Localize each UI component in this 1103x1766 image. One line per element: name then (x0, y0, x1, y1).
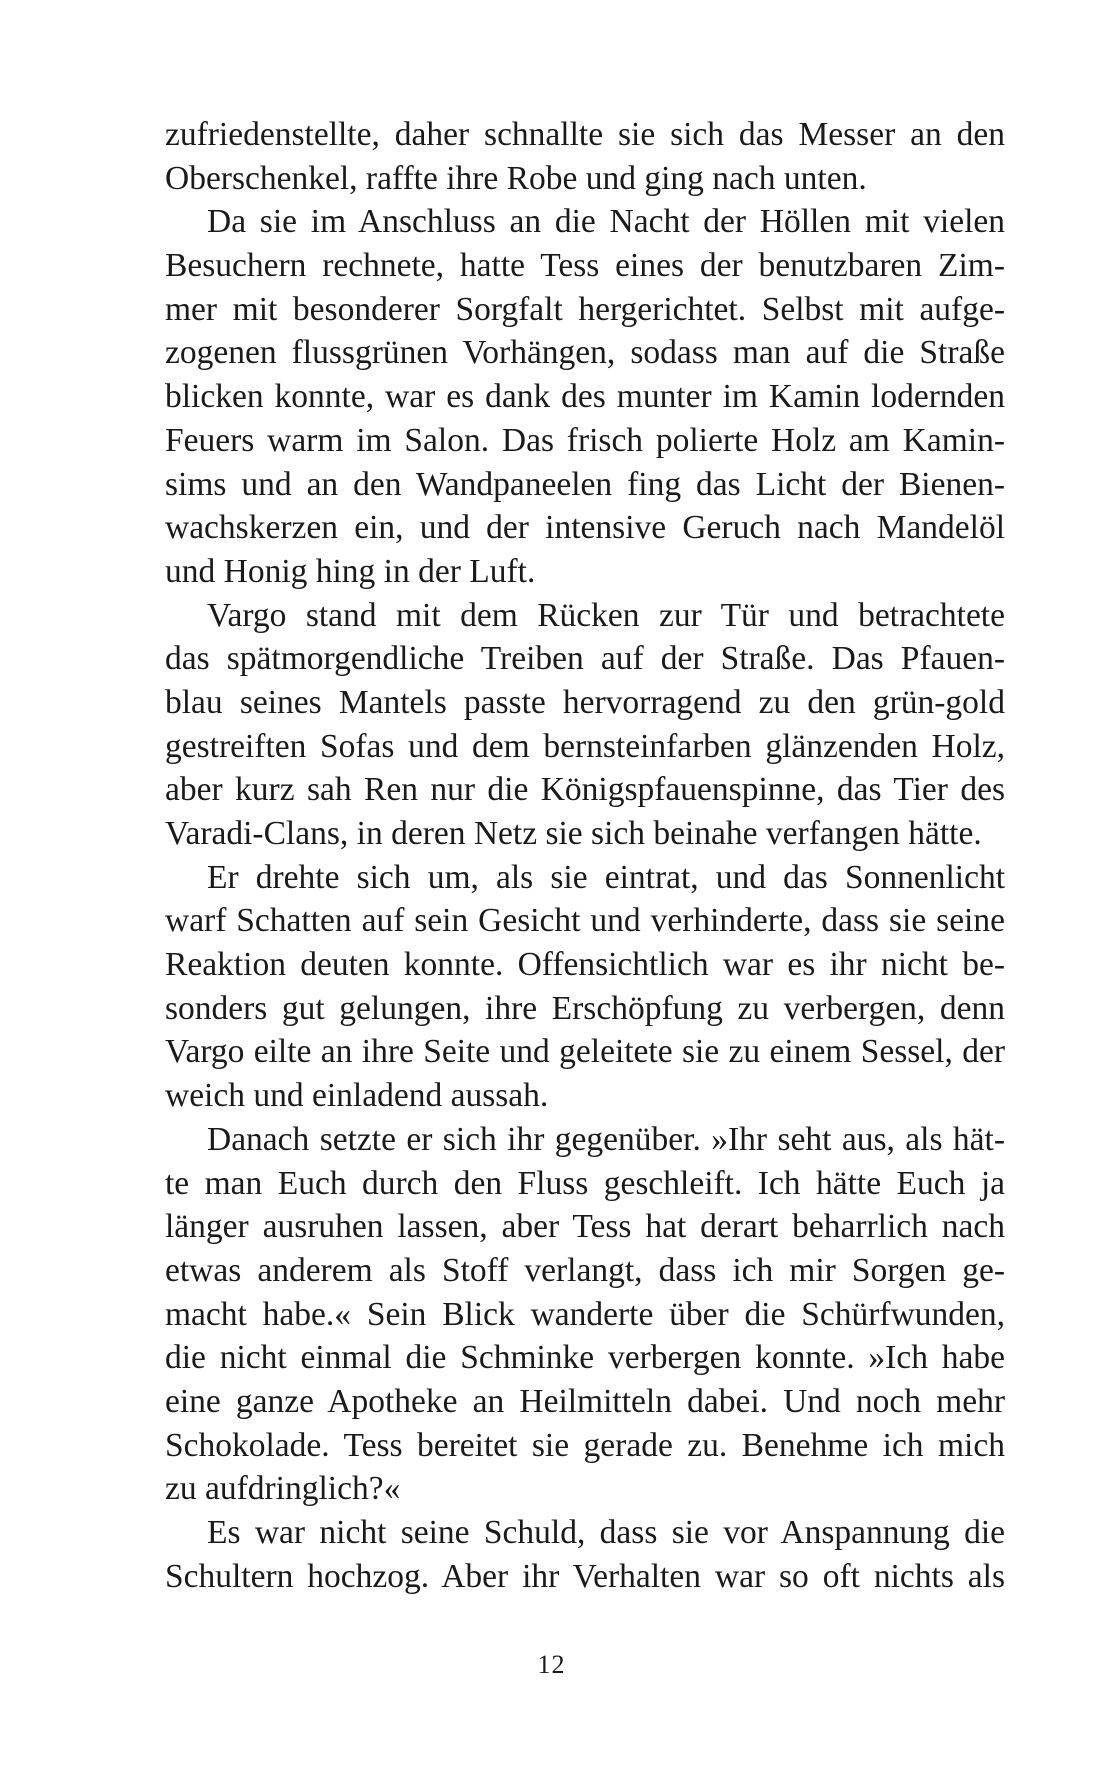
text-line: und Honig hing in der Luft. (165, 552, 536, 590)
text-line: Vargo eilte an ihre Seite und geleitete sie zu einem Sessel, der (165, 1033, 1005, 1071)
text-line: blicken konnte, war es dank des munter im Kamin lodernden (165, 378, 1005, 416)
text-line: Schultern hochzog. Aber ihr Verhalten war so oft nichts als (165, 1557, 1005, 1595)
text-line: warf Schatten auf sein Gesicht und verhinderte, dass sie seine (165, 902, 1005, 940)
page-number: 12 (537, 1650, 566, 1679)
text-line: die nicht einmal die Schminke verbergen konnte. »Ich habe (165, 1339, 1005, 1377)
text-line: Besuchern rechnete, hatte Tess eines der benutzbaren Zim- (165, 247, 1005, 285)
text-line: zogenen flussgrünen Vorhängen, sodass man auf die Straße (165, 334, 1005, 372)
text-line: weich und einladend aussah. (165, 1077, 549, 1115)
text-line: mer mit besonderer Sorgfalt hergerichtet. Selbst mit aufge- (165, 290, 1005, 328)
text-line: Er drehte sich um, als sie eintrat, und das Sonnenlicht (207, 858, 1005, 896)
text-line: sonders gut gelungen, ihre Erschöpfung zu verbergen, denn (165, 989, 1005, 1027)
text-line: sims und an den Wandpaneelen fing das Licht der Bienen- (165, 465, 1005, 503)
text-line: Reaktion deuten konnte. Offensichtlich war es ihr nicht be- (165, 946, 1005, 984)
text-line: te man Euch durch den Fluss geschleift. Ich hätte Euch ja (165, 1164, 1005, 1202)
text-line: Vargo stand mit dem Rücken zur Tür und betrachtete (207, 596, 1005, 634)
text-line: blau seines Mantels passte hervorragend zu den grün-gold (165, 683, 1005, 721)
text-line: Es war nicht seine Schuld, dass sie vor Anspannung die (207, 1514, 1005, 1551)
text-line: zufriedenstellte, daher schnallte sie sich das Messer an den (165, 116, 1005, 153)
text-line: Varadi-Clans, in deren Netz sie sich beinahe verfangen hätte. (165, 815, 982, 852)
text-line: Oberschenkel, raffte ihre Robe und ging nach unten. (165, 159, 867, 197)
text-line: das spätmorgendliche Treiben auf der Straße. Das Pfauen- (165, 640, 1005, 678)
text-line: eine ganze Apotheke an Heilmitteln dabei. Und noch mehr (165, 1382, 1005, 1420)
text-line: macht habe.« Sein Blick wanderte über die Schürfwunden, (165, 1295, 1005, 1333)
text-line: Da sie im Anschluss an die Nacht der Höllen mit vielen (207, 203, 1005, 241)
text-line: wachskerzen ein, und der intensive Geruch nach Mandelöl (165, 509, 1005, 547)
text-line: länger ausruhen lassen, aber Tess hat derart beharrlich nach (165, 1208, 1005, 1246)
text-line: etwas anderem als Stoff verlangt, dass ich mir Sorgen ge- (165, 1251, 1005, 1289)
body-text (165, 113, 1005, 1598)
text-line: gestreiften Sofas und dem bernsteinfarben glänzenden Holz, (165, 727, 1005, 765)
text-line: aber kurz sah Ren nur die Königspfauenspinne, das Tier des (165, 771, 1005, 809)
text-line: Feuers warm im Salon. Das frisch polierte Holz am Kamin- (165, 421, 1005, 459)
text-line: Schokolade. Tess bereitet sie gerade zu. Benehme ich mich (165, 1426, 1005, 1464)
text-line: Danach setzte er sich ihr gegenüber. »Ihr seht aus, als hät- (207, 1120, 1005, 1158)
text-line: zu aufdringlich?« (165, 1470, 401, 1508)
